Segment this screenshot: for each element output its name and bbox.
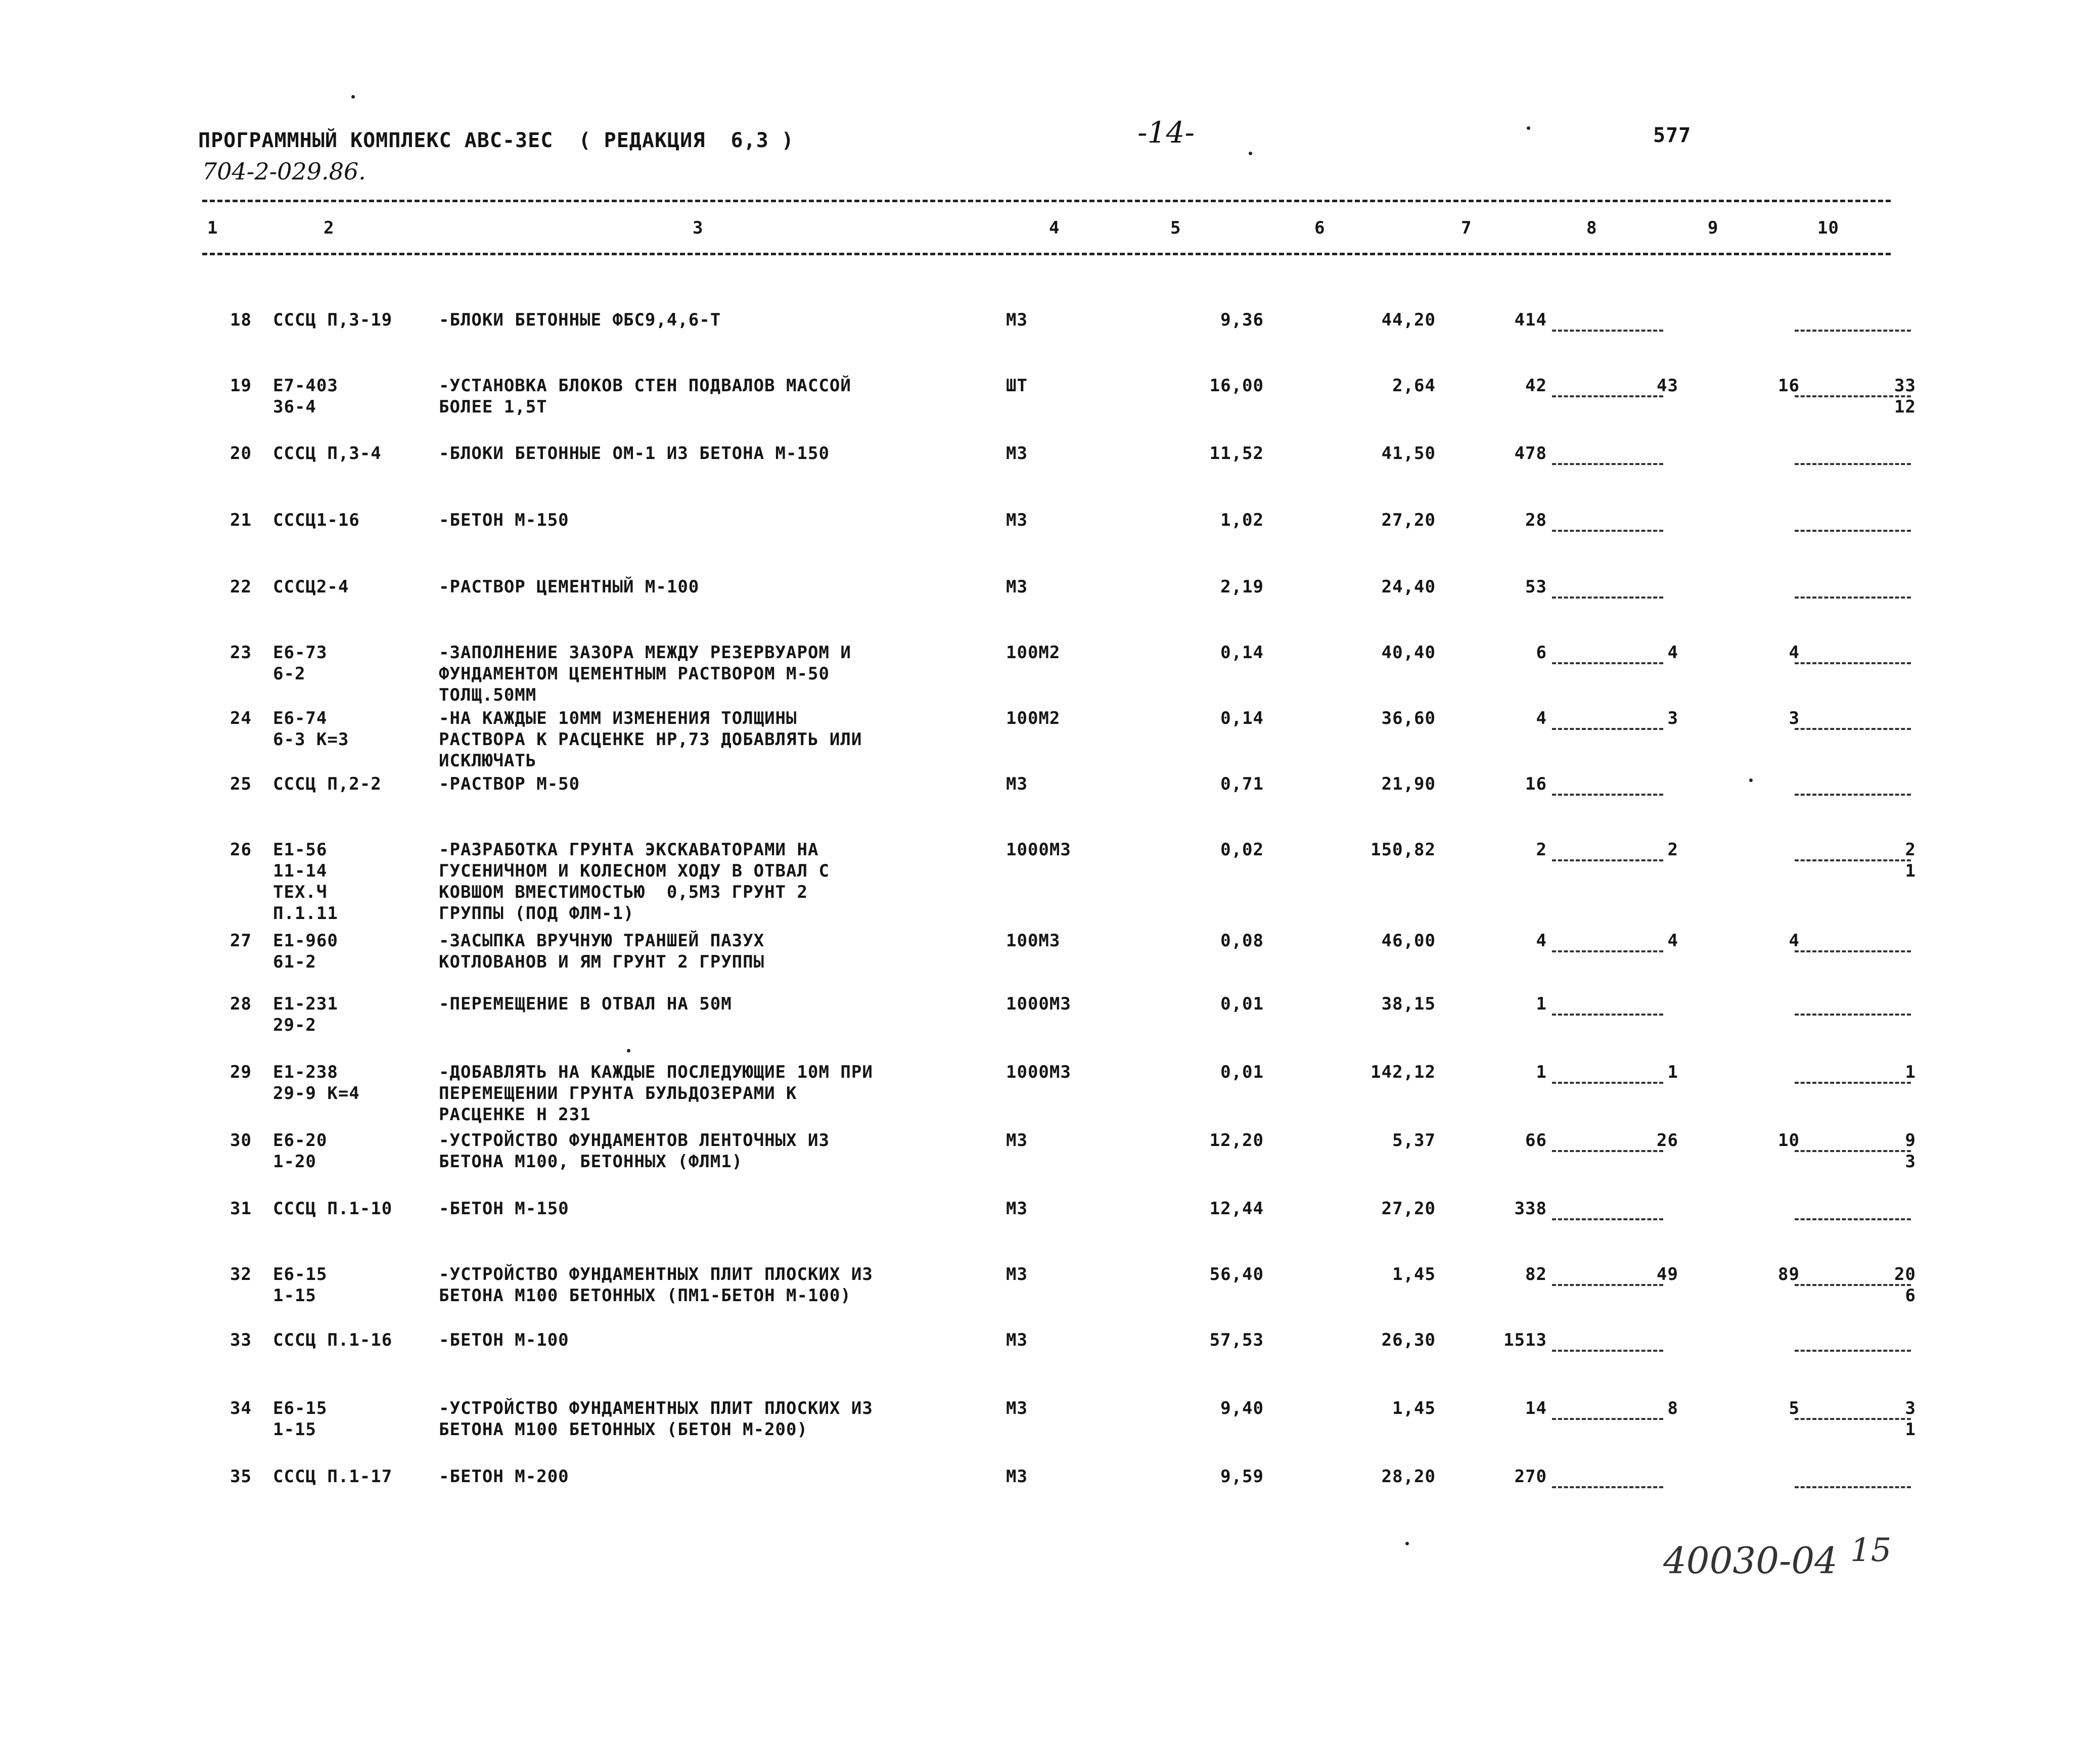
- row-total: 82: [1525, 1264, 1547, 1285]
- row-index: 31: [230, 1199, 252, 1219]
- col10-rule: [1795, 728, 1911, 730]
- row-index: 35: [230, 1466, 252, 1487]
- row-description: -УСТРОЙСТВО ФУНДАМЕНТОВ ЛЕНТОЧНЫХ ИЗ БЕТОНА М100, БЕТОННЫХ (ФЛМ1): [439, 1130, 830, 1172]
- row-col10: 33 12: [1894, 376, 1916, 417]
- row-index: 22: [230, 577, 252, 597]
- col10-rule: [1795, 1150, 1911, 1152]
- row-unit-price: 1,45: [1392, 1398, 1436, 1418]
- row-col8: 4: [1667, 643, 1678, 663]
- row-quantity: 0,14: [1220, 643, 1264, 663]
- row-code: Е6-15 1-15: [273, 1264, 328, 1306]
- table-row: [0, 1329, 2100, 1350]
- col8-rule: [1552, 728, 1663, 730]
- row-unit: М3: [1006, 1398, 1028, 1418]
- col10-rule: [1795, 794, 1911, 796]
- row-quantity: 9,40: [1220, 1398, 1264, 1418]
- col8-rule: [1552, 1014, 1663, 1016]
- col10-rule: [1795, 597, 1911, 599]
- row-quantity: 11,52: [1209, 443, 1264, 464]
- row-col8: 49: [1657, 1264, 1678, 1285]
- col10-rule: [1795, 395, 1911, 397]
- column-header-10: 10: [1817, 218, 1839, 238]
- row-unit-price: 21,90: [1381, 774, 1436, 794]
- row-unit: М3: [1006, 1466, 1028, 1487]
- row-unit: 1000М3: [1006, 840, 1071, 860]
- row-description: -РАСТВОР М-50: [439, 774, 580, 794]
- row-index: 33: [230, 1330, 252, 1350]
- row-col9: 3: [1789, 708, 1800, 728]
- row-total: 2: [1536, 840, 1547, 860]
- row-unit: 1000М3: [1006, 994, 1071, 1014]
- row-unit-price: 27,20: [1381, 510, 1436, 530]
- row-code: Е6-74 6-3 К=3: [273, 708, 349, 750]
- row-description: -ЗАСЫПКА ВРУЧНУЮ ТРАНШЕЙ ПАЗУХ КОТЛОВАНОВ И ЯМ ГРУНТ 2 ГРУППЫ: [439, 931, 765, 972]
- row-unit: М3: [1006, 1330, 1028, 1350]
- column-header-1: 1: [207, 218, 218, 238]
- row-description: -БЕТОН М-150: [439, 510, 569, 530]
- col8-rule: [1552, 1486, 1663, 1488]
- row-unit: М3: [1006, 1264, 1028, 1285]
- row-index: 19: [230, 376, 252, 396]
- table-row: [0, 773, 2100, 794]
- row-description: -УСТРОЙСТВО ФУНДАМЕНТНЫХ ПЛИТ ПЛОСКИХ ИЗ БЕТОНА М100 БЕТОННЫХ (БЕТОН М-200): [439, 1398, 873, 1440]
- row-col9: 5: [1789, 1398, 1800, 1418]
- col10-rule: [1795, 463, 1911, 465]
- row-description: -ПЕРЕМЕЩЕНИЕ В ОТВАЛ НА 50М: [439, 994, 732, 1014]
- row-quantity: 0,01: [1220, 994, 1264, 1014]
- row-quantity: 57,53: [1209, 1330, 1264, 1350]
- program-title: ПРОГРАММНЫЙ КОМПЛЕКС АВС-ЗЕС ( РЕДАКЦИЯ 6,3 ): [198, 129, 794, 152]
- col10-rule: [1795, 1486, 1911, 1488]
- row-code: Е7-403 36-4: [273, 376, 338, 417]
- row-unit-price: 46,00: [1381, 931, 1436, 951]
- row-unit-price: 41,50: [1381, 443, 1436, 464]
- row-unit: 100М2: [1006, 643, 1061, 663]
- col8-rule: [1552, 330, 1663, 332]
- row-unit-price: 27,20: [1381, 1199, 1436, 1219]
- col10-rule: [1795, 662, 1911, 664]
- row-col8: 8: [1667, 1398, 1678, 1418]
- table-row: [0, 642, 2100, 705]
- row-index: 20: [230, 443, 252, 464]
- column-header-2: 2: [324, 218, 335, 238]
- row-quantity: 9,36: [1220, 310, 1264, 330]
- row-unit-price: 24,40: [1381, 577, 1436, 597]
- row-col8: 43: [1657, 376, 1678, 396]
- row-col9: 4: [1789, 931, 1800, 951]
- sheet-number: 577: [1653, 124, 1692, 147]
- row-total: 270: [1514, 1466, 1547, 1487]
- row-quantity: 0,02: [1220, 840, 1264, 860]
- col10-rule: [1795, 1284, 1911, 1286]
- row-total: 28: [1525, 510, 1547, 530]
- scan-speck: [1249, 152, 1252, 155]
- row-total: 42: [1525, 376, 1547, 396]
- row-total: 53: [1525, 577, 1547, 597]
- column-header-6: 6: [1314, 218, 1326, 238]
- row-unit: М3: [1006, 577, 1028, 597]
- row-col8: 4: [1667, 931, 1678, 951]
- row-code: СССЦ1-16: [273, 510, 360, 530]
- row-description: -БЕТОН М-150: [439, 1199, 569, 1219]
- row-index: 27: [230, 931, 252, 951]
- col10-rule: [1795, 1218, 1911, 1220]
- row-unit-price: 28,20: [1381, 1466, 1436, 1487]
- row-col9: 10: [1778, 1130, 1800, 1151]
- handwritten-archive-code: 40030-04: [1663, 1539, 1838, 1582]
- col10-rule: [1795, 1014, 1911, 1016]
- row-total: 1513: [1503, 1330, 1547, 1350]
- row-description: -ЗАПОЛНЕНИЕ ЗАЗОРА МЕЖДУ РЕЗЕРВУАРОМ И ФУНДАМЕНТОМ ЦЕМЕНТНЫМ РАСТВОРОМ М-50 ТОЛЩ.50ММ: [439, 643, 851, 705]
- row-col8: 26: [1657, 1130, 1678, 1151]
- row-unit-price: 26,30: [1381, 1330, 1436, 1350]
- table-row: [0, 839, 2100, 924]
- row-unit-price: 40,40: [1381, 643, 1436, 663]
- row-total: 4: [1536, 708, 1547, 728]
- row-quantity: 12,44: [1209, 1199, 1264, 1219]
- row-unit: М3: [1006, 310, 1028, 330]
- row-unit-price: 2,64: [1392, 376, 1436, 396]
- col8-rule: [1552, 950, 1663, 952]
- col8-rule: [1552, 1418, 1663, 1420]
- row-code: СССЦ П,3-4: [273, 443, 382, 464]
- row-total: 16: [1525, 774, 1547, 794]
- row-description: -РАЗРАБОТКА ГРУНТА ЭКСКАВАТОРАМИ НА ГУСЕНИЧНОМ И КОЛЕСНОМ ХОДУ В ОТВАЛ С КОВШОМ ВМЕСТИМОСТЬЮ 0,5М3 ГРУНТ 2 ГРУППЫ (ПОД ФЛМ-1): [439, 840, 830, 924]
- table-row: [0, 375, 2100, 417]
- col8-rule: [1552, 1284, 1663, 1286]
- col10-rule: [1795, 859, 1911, 861]
- col8-rule: [1552, 859, 1663, 861]
- table-row: [0, 1198, 2100, 1219]
- row-unit: 1000М3: [1006, 1062, 1071, 1082]
- col8-rule: [1552, 1350, 1663, 1352]
- col10-rule: [1795, 950, 1911, 952]
- row-code: Е6-73 6-2: [273, 643, 328, 684]
- col10-rule: [1795, 1418, 1911, 1420]
- row-index: 21: [230, 510, 252, 530]
- row-code: СССЦ П.1-17: [273, 1466, 393, 1487]
- row-index: 28: [230, 994, 252, 1014]
- row-col9: 89: [1778, 1264, 1800, 1285]
- row-code: СССЦ П.1-10: [273, 1199, 393, 1219]
- table-row: [0, 930, 2100, 972]
- row-total: 66: [1525, 1130, 1547, 1151]
- row-description: -РАСТВОР ЦЕМЕНТНЫЙ М-100: [439, 577, 700, 597]
- row-description: -БЛОКИ БЕТОННЫЕ ФБС9,4,6-Т: [439, 310, 721, 330]
- row-code: Е6-15 1-15: [273, 1398, 328, 1440]
- col8-rule: [1552, 530, 1663, 532]
- handwritten-page-number: 15: [1850, 1532, 1892, 1569]
- col8-rule: [1552, 1150, 1663, 1152]
- row-unit-price: 36,60: [1381, 708, 1436, 728]
- row-total: 1: [1536, 994, 1547, 1014]
- row-unit: М3: [1006, 774, 1028, 794]
- scan-speck: [627, 1049, 630, 1052]
- row-quantity: 0,01: [1220, 1062, 1264, 1082]
- row-total: 6: [1536, 643, 1547, 663]
- row-description: -БЕТОН М-100: [439, 1330, 569, 1350]
- row-col10: 2 1: [1905, 840, 1916, 881]
- row-total: 4: [1536, 931, 1547, 951]
- table-row: [0, 309, 2100, 330]
- row-index: 26: [230, 840, 252, 860]
- row-total: 478: [1514, 443, 1547, 464]
- row-index: 30: [230, 1130, 252, 1151]
- row-description: -БЕТОН М-200: [439, 1466, 569, 1487]
- table-row: [0, 576, 2100, 597]
- row-code: Е1-960 61-2: [273, 931, 338, 972]
- header-rule-top: [202, 200, 1891, 202]
- column-header-5: 5: [1170, 218, 1181, 238]
- row-unit: М3: [1006, 1199, 1028, 1219]
- row-unit: 100М2: [1006, 708, 1061, 728]
- row-code: СССЦ П.1-16: [273, 1330, 393, 1350]
- column-header-7: 7: [1461, 218, 1472, 238]
- row-code: Е1-238 29-9 К=4: [273, 1062, 360, 1104]
- row-index: 24: [230, 708, 252, 728]
- row-code: Е6-20 1-20: [273, 1130, 328, 1172]
- column-header-9: 9: [1708, 218, 1719, 238]
- row-index: 29: [230, 1062, 252, 1082]
- col8-rule: [1552, 597, 1663, 599]
- col8-rule: [1552, 1218, 1663, 1220]
- row-total: 1: [1536, 1062, 1547, 1082]
- row-col9: 16: [1778, 376, 1800, 396]
- row-index: 23: [230, 643, 252, 663]
- document-code: 704-2-029.86.: [202, 158, 366, 185]
- col8-rule: [1552, 463, 1663, 465]
- row-quantity: 16,00: [1209, 376, 1264, 396]
- scan-speck: [1527, 126, 1530, 130]
- row-quantity: 12,20: [1209, 1130, 1264, 1151]
- row-total: 338: [1514, 1199, 1547, 1219]
- col8-rule: [1552, 395, 1663, 397]
- row-description: -НА КАЖДЫЕ 10ММ ИЗМЕНЕНИЯ ТОЛЩИНЫ РАСТВОРА К РАСЦЕНКЕ НР,73 ДОБАВЛЯТЬ ИЛИ ИСКЛЮЧАТЬ: [439, 708, 862, 771]
- row-code: СССЦ П,3-19: [273, 310, 393, 330]
- row-unit-price: 44,20: [1381, 310, 1436, 330]
- row-index: 34: [230, 1398, 252, 1418]
- row-description: -УСТАНОВКА БЛОКОВ СТЕН ПОДВАЛОВ МАССОЙ БОЛЕЕ 1,5Т: [439, 376, 851, 417]
- row-unit-price: 150,82: [1371, 840, 1436, 860]
- table-row: [0, 993, 2100, 1035]
- row-col8: 1: [1667, 1062, 1678, 1082]
- col10-rule: [1795, 1350, 1911, 1352]
- row-description: -УСТРОЙСТВО ФУНДАМЕНТНЫХ ПЛИТ ПЛОСКИХ ИЗ БЕТОНА М100 БЕТОННЫХ (ПМ1-БЕТОН М-100): [439, 1264, 873, 1306]
- row-quantity: 9,59: [1220, 1466, 1264, 1487]
- row-col10: 3 1: [1905, 1398, 1916, 1440]
- row-code: СССЦ П,2-2: [273, 774, 382, 794]
- col10-rule: [1795, 330, 1911, 332]
- row-unit-price: 5,37: [1392, 1130, 1436, 1151]
- row-unit-price: 1,45: [1392, 1264, 1436, 1285]
- col8-rule: [1552, 662, 1663, 664]
- col8-rule: [1552, 1082, 1663, 1084]
- column-header-8: 8: [1586, 218, 1597, 238]
- row-code: СССЦ2-4: [273, 577, 349, 597]
- row-col10: 1: [1905, 1062, 1916, 1082]
- row-index: 25: [230, 774, 252, 794]
- row-unit: М3: [1006, 443, 1028, 464]
- row-quantity: 1,02: [1220, 510, 1264, 530]
- row-col8: 3: [1667, 708, 1678, 728]
- column-header-4: 4: [1049, 218, 1060, 238]
- row-description: -ДОБАВЛЯТЬ НА КАЖДЫЕ ПОСЛЕДУЮЩИЕ 10М ПРИ ПЕРЕМЕЩЕНИИ ГРУНТА БУЛЬДОЗЕРАМИ К РАСЦЕНКЕ Н 231: [439, 1062, 873, 1125]
- row-code: Е1-56 11-14 ТЕХ.Ч П.1.11: [273, 840, 338, 924]
- row-index: 18: [230, 310, 252, 330]
- row-col9: 4: [1789, 643, 1800, 663]
- row-quantity: 0,71: [1220, 774, 1264, 794]
- row-code: Е1-231 29-2: [273, 994, 338, 1035]
- row-index: 32: [230, 1264, 252, 1285]
- row-total: 14: [1525, 1398, 1547, 1418]
- col10-rule: [1795, 1082, 1911, 1084]
- row-quantity: 56,40: [1209, 1264, 1264, 1285]
- row-unit: 100М3: [1006, 931, 1061, 951]
- page-number: -14-: [1137, 115, 1195, 150]
- row-unit: ШТ: [1006, 376, 1028, 396]
- header-rule-bottom: [202, 253, 1891, 255]
- column-header-3: 3: [693, 218, 704, 238]
- row-quantity: 0,14: [1220, 708, 1264, 728]
- row-unit: М3: [1006, 1130, 1028, 1151]
- row-description: -БЛОКИ БЕТОННЫЕ ОМ-1 ИЗ БЕТОНА М-150: [439, 443, 830, 464]
- row-col10: 9 3: [1905, 1130, 1916, 1172]
- row-total: 414: [1514, 310, 1547, 330]
- row-quantity: 0,08: [1220, 931, 1264, 951]
- col8-rule: [1552, 794, 1663, 796]
- scan-speck: [1405, 1542, 1409, 1545]
- row-col10: 20 6: [1894, 1264, 1916, 1306]
- scan-speck: [351, 95, 355, 99]
- row-unit-price: 38,15: [1381, 994, 1436, 1014]
- row-quantity: 2,19: [1220, 577, 1264, 597]
- row-col8: 2: [1667, 840, 1678, 860]
- row-unit: М3: [1006, 510, 1028, 530]
- scan-speck: [1749, 778, 1753, 782]
- row-unit-price: 142,12: [1371, 1062, 1436, 1082]
- col10-rule: [1795, 530, 1911, 532]
